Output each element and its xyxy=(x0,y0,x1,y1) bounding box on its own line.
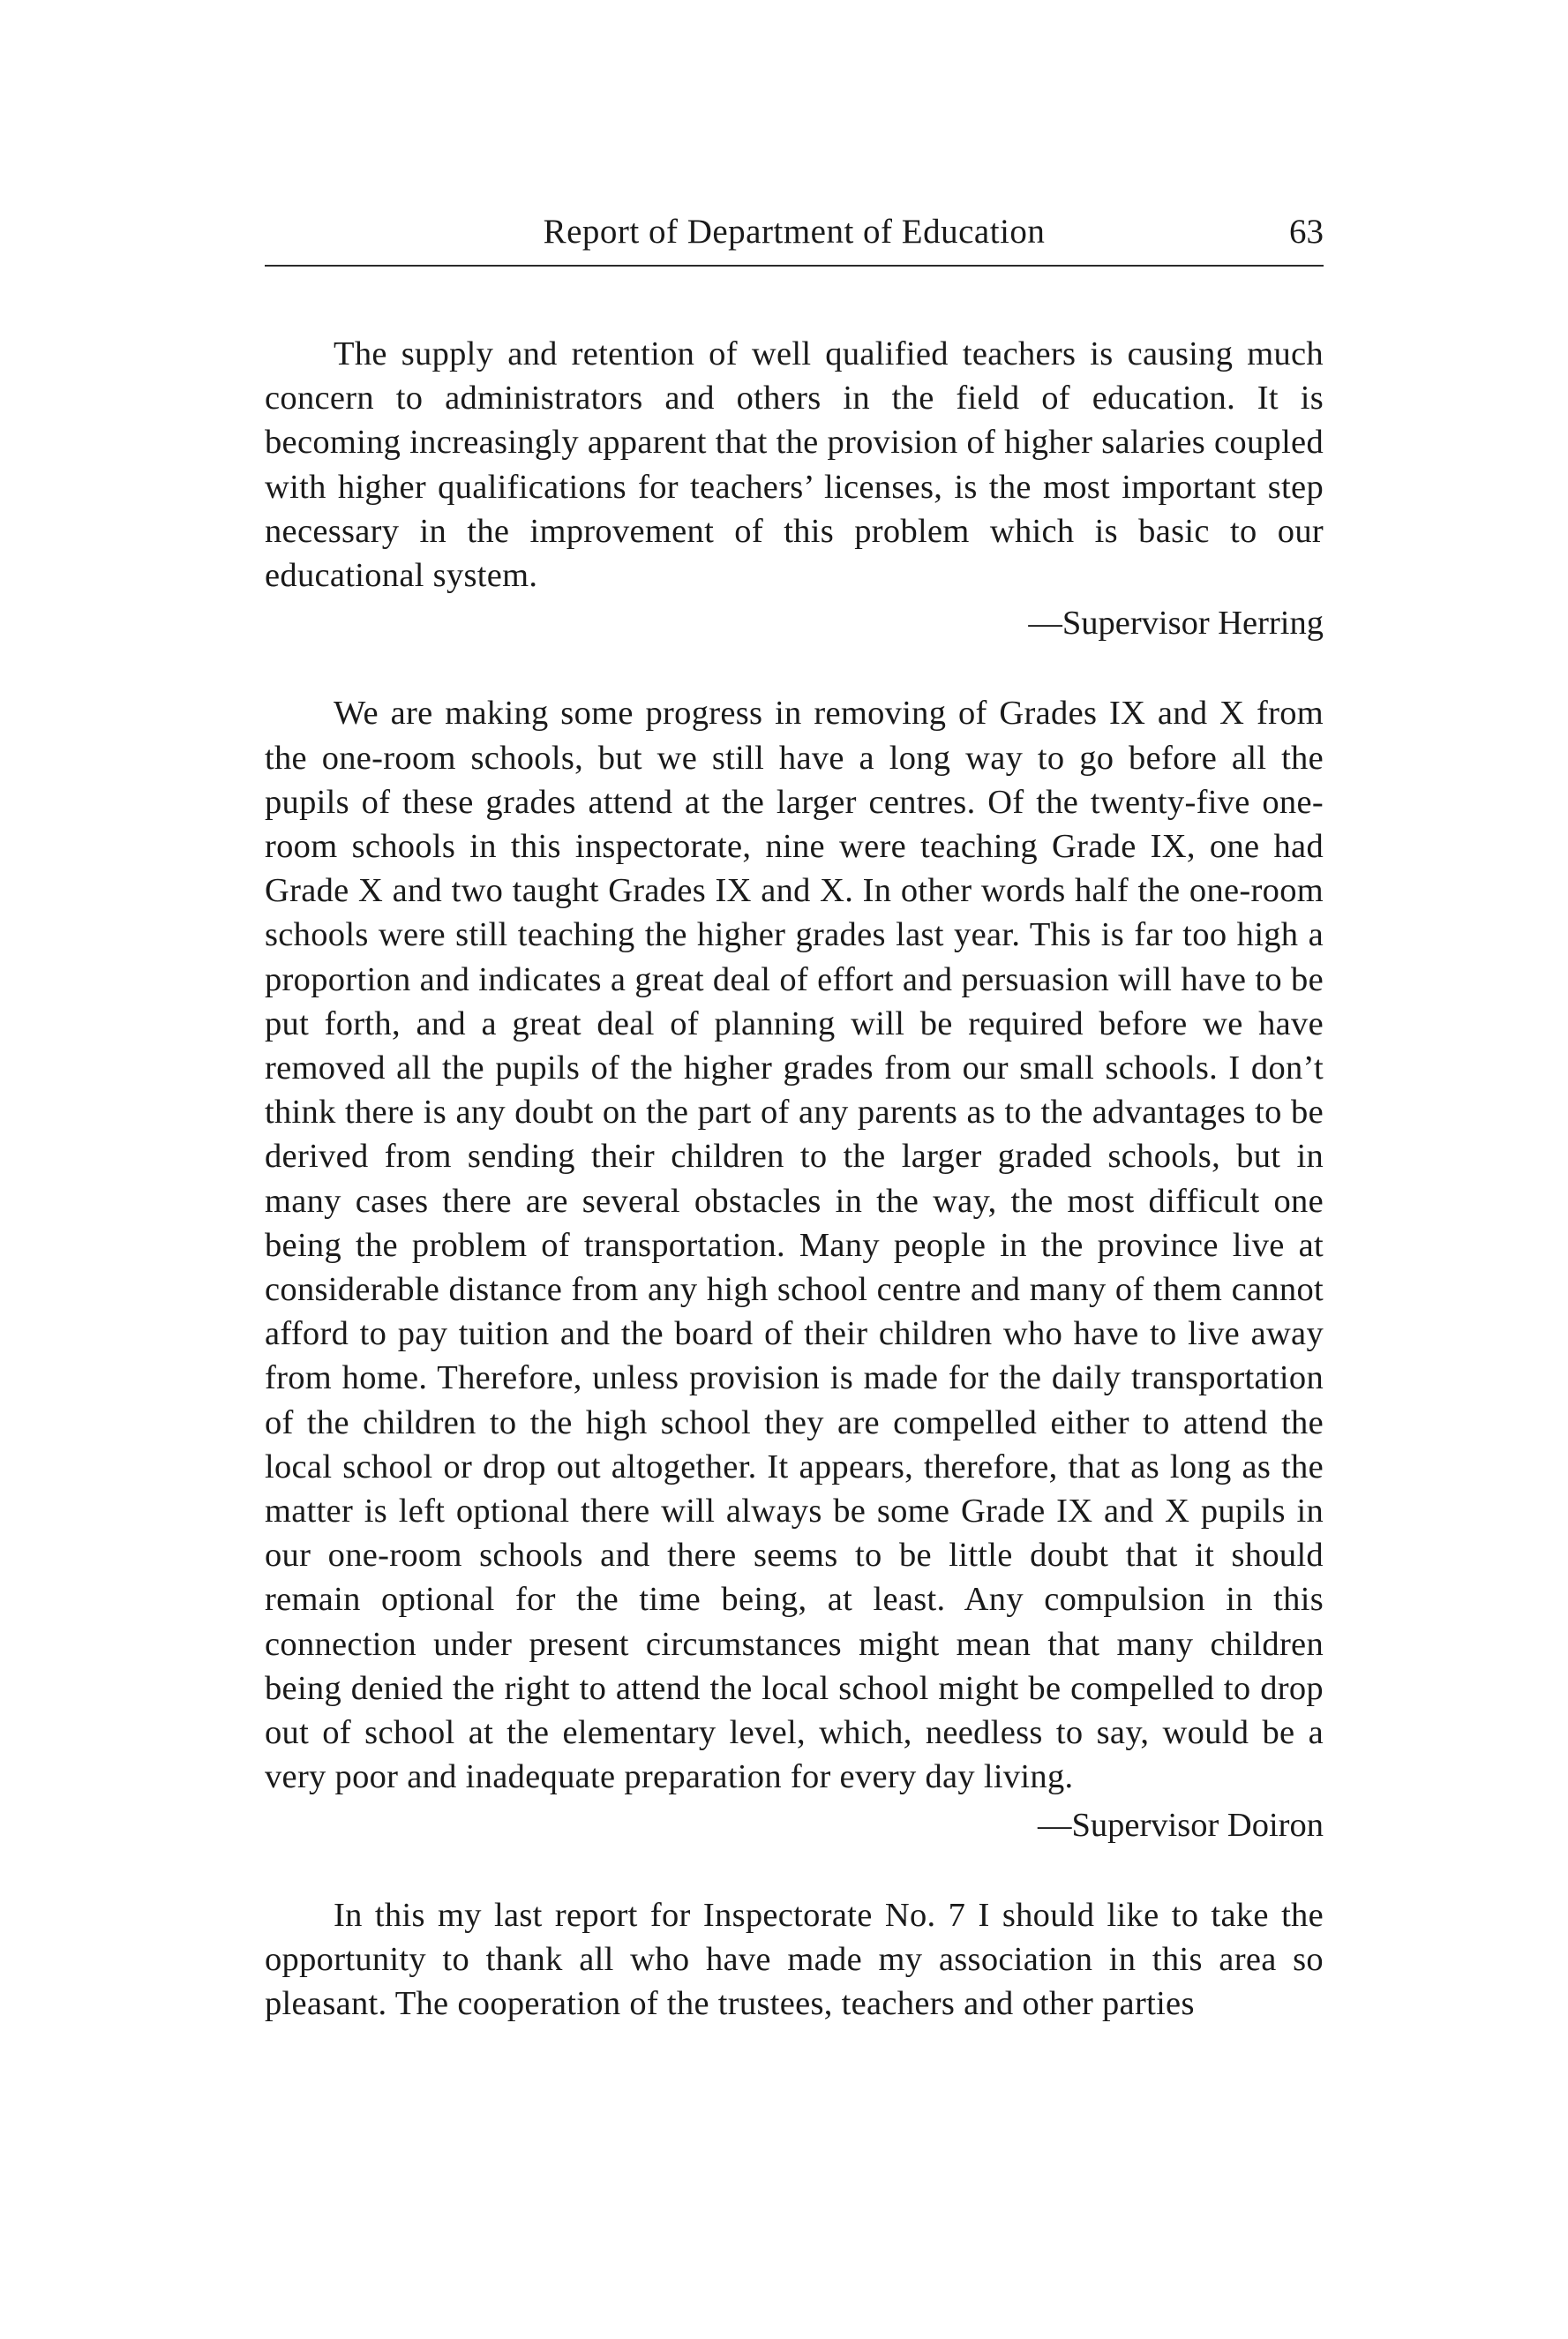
paragraph-one-room-schools: We are making some progress in removing of Grades IX and X from the one-room schools, but we still have a long way to go before all the pupils of these grades attend at the larger centres. Of the twenty-five one-room schools in this inspectorate, nine were teaching Grade IX, one had Grade X and two taught Grades IX and X. In other words half the one-room schools were still teaching the higher grades last year. This is far too high a proportion and indicates a great deal of effort and persuasion will have to be put forth, and a great deal of planning will be required before we have removed all the pupils of the higher grades from our small schools. I don’t think there is any doubt on the part of any parents as to the advantages to be derived from sending their children to the larger graded schools, but in many cases there are several obstacles in the way, the most difficult one being the problem of transportation. Many people in the province live at considerable distance from any high school centre and many of them cannot afford to pay tuition and the board of their children who have to live away from home. Therefore, unless provision is made for the daily transportation of the children to the high school they are compelled either to attend the local school or drop out altogether. It appears, therefore, that as long as the matter is left optional there will always be some Grade IX and X pupils in our one-room schools and there seems to be little doubt that it should remain optional for the time being, at least. Any compulsion in this connection under present circumstances might mean that many children being denied the right to attend the local school might be compelled to drop out of school at the elementary level, which, needless to say, would be a very poor and inadequate preparation for every day living. xyxy=(265,695,1324,1796)
paragraph-spacer xyxy=(265,645,1324,691)
document-page xyxy=(265,203,1324,2026)
body-text xyxy=(265,332,1324,2026)
page-number: 63 xyxy=(1289,213,1324,251)
running-head xyxy=(265,203,1324,267)
paragraph-spacer xyxy=(265,1847,1324,1893)
signature-doiron: —Supervisor Doiron xyxy=(1037,1806,1324,1844)
signature-herring: —Supervisor Herring xyxy=(1028,605,1324,643)
paragraph-inspectorate-thanks: In this my last report for Inspectorate No. 7 I should like to take the opportunity to thank all who have made my association in this area so pleasant. The cooperation of the trustees, teachers and other parties xyxy=(265,1896,1324,2023)
running-head-title: Report of Department of Education xyxy=(543,213,1046,251)
paragraph-teacher-retention: The supply and retention of well qualified teachers is causing much concern to administrators and others in the field of education. It is becoming increasingly apparent that the provision of higher salaries coupled with higher qualifications for teachers’ licenses, is the most important step necessary in the improvement of this problem which is basic to our educational system. xyxy=(265,335,1324,595)
